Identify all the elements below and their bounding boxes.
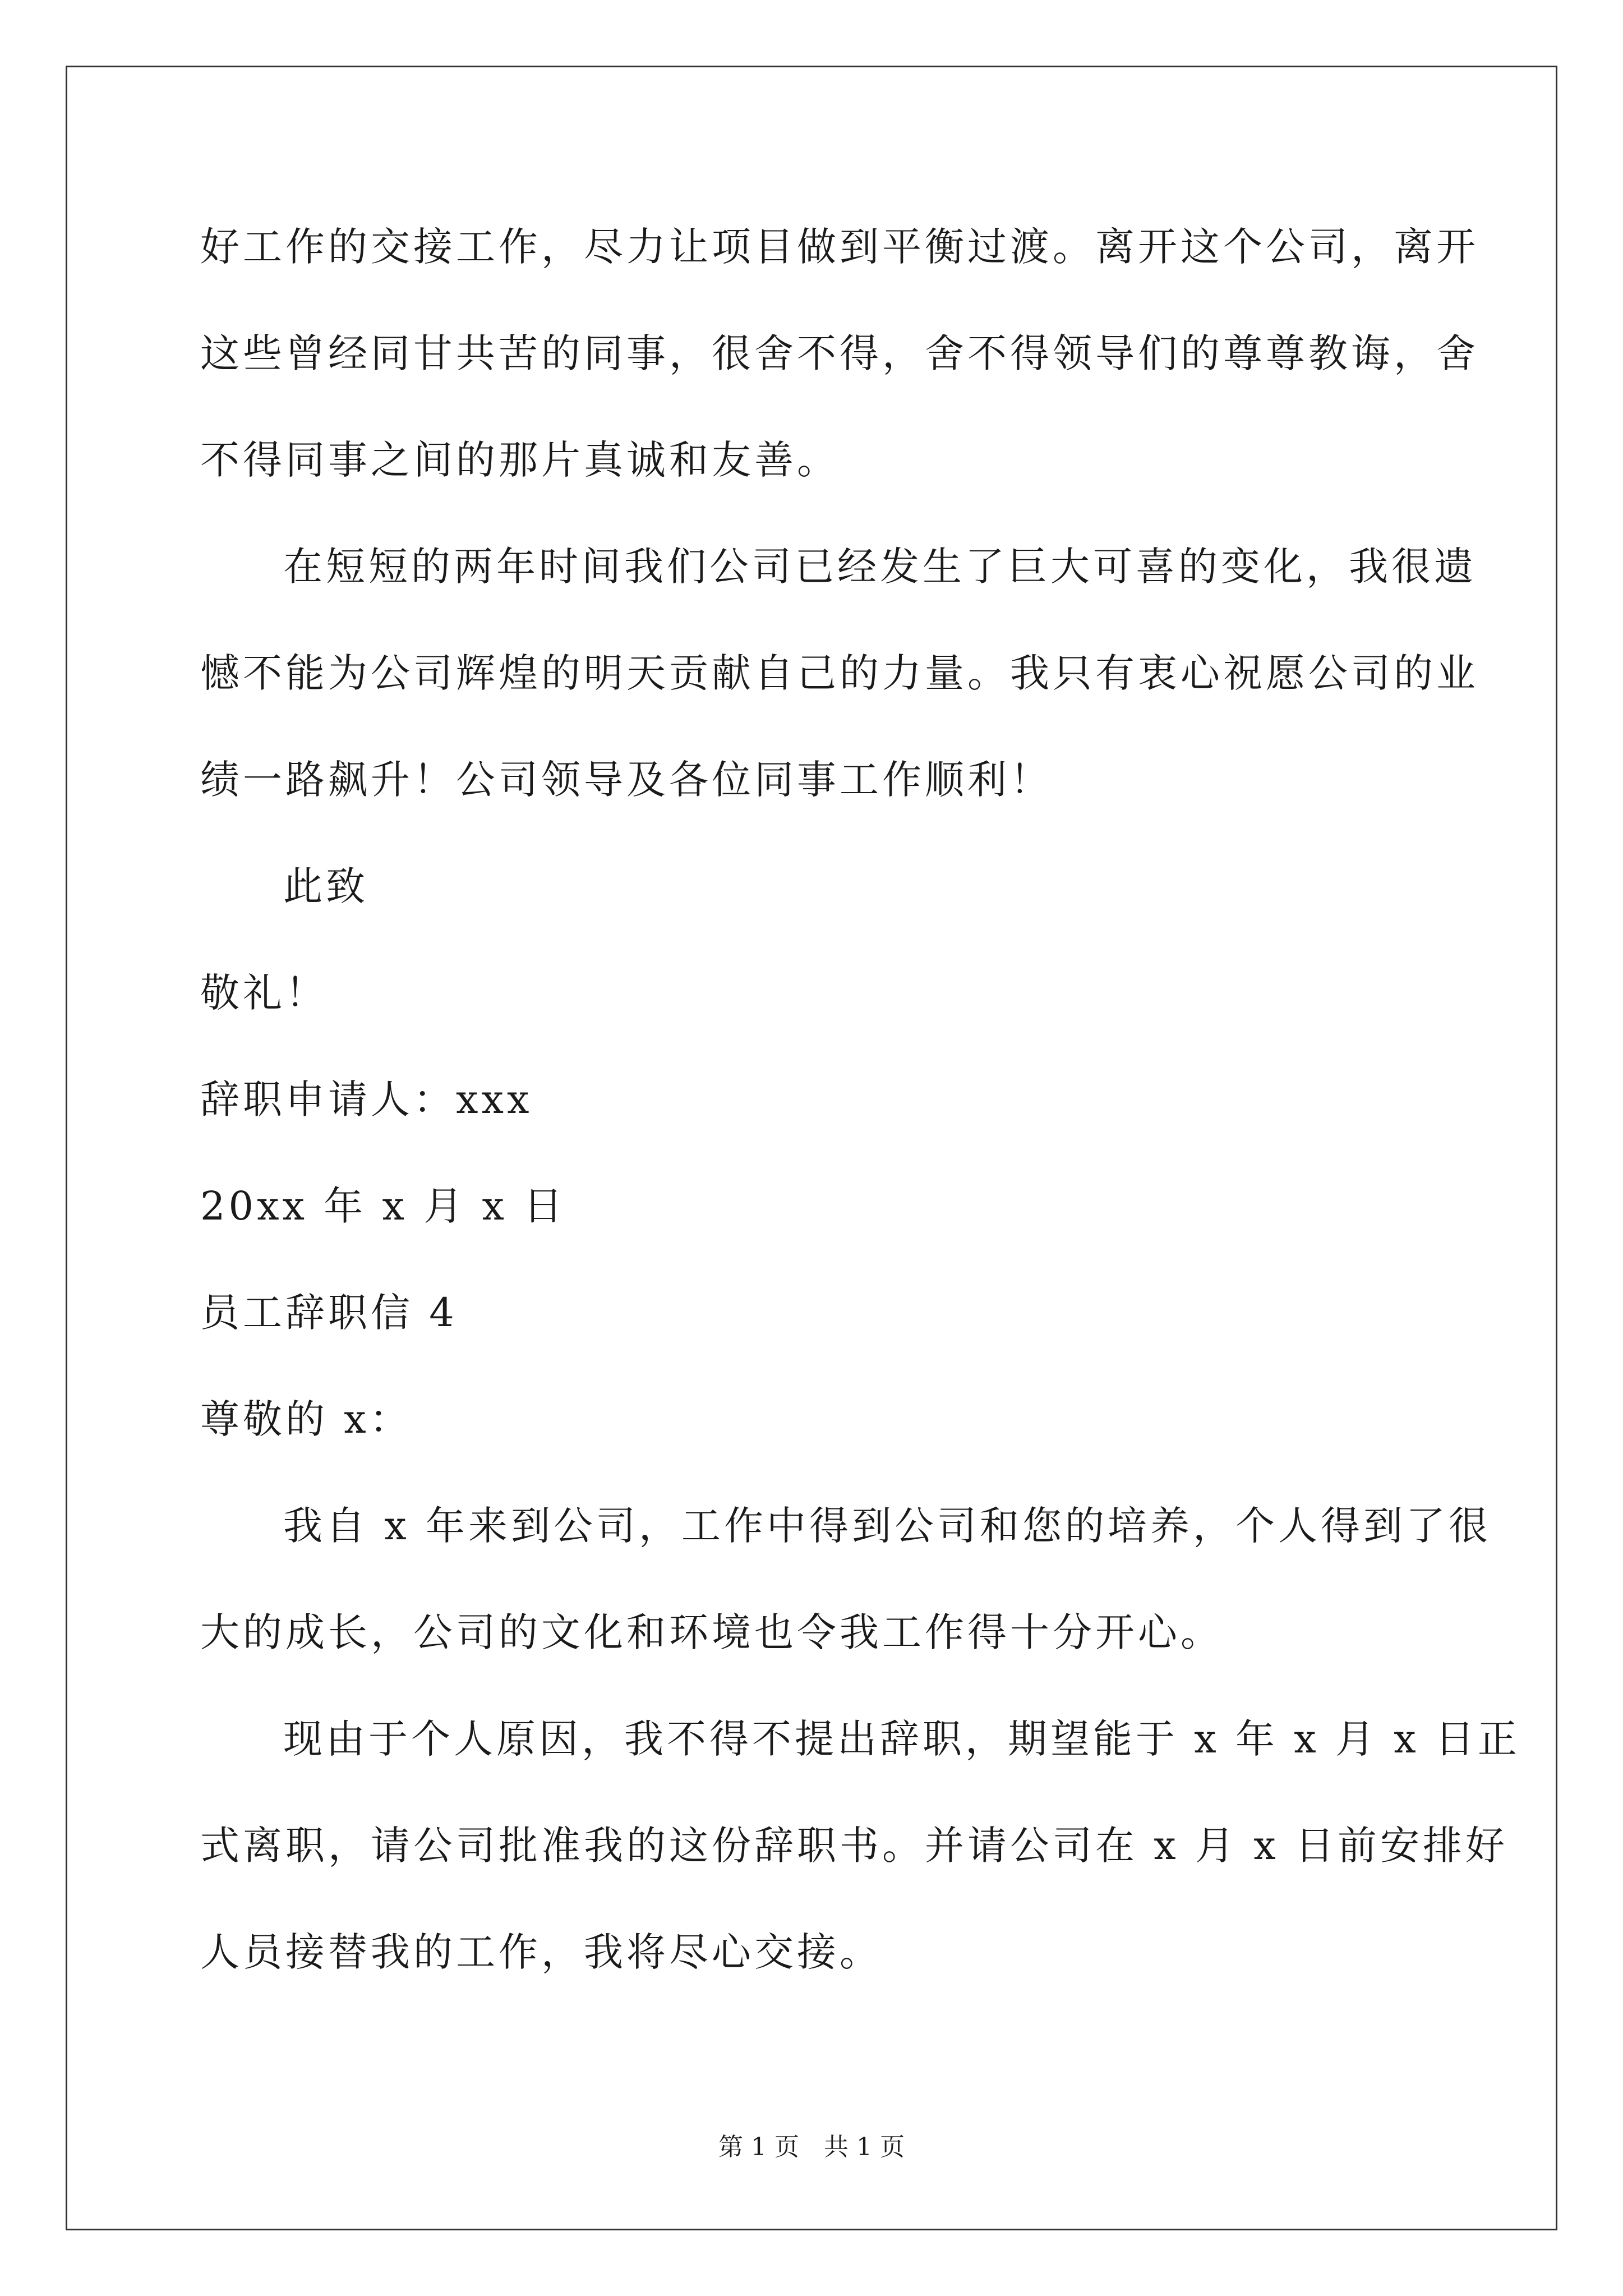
text-line: 现由于个人原因，我不得不提出辞职，期望能于 x 年 x 月 x 日正 bbox=[283, 1716, 1520, 1762]
text-line: 这些曾经同甘共苦的同事，很舍不得，舍不得领导们的尊尊教诲，舍 bbox=[200, 330, 1479, 376]
signature-applicant: 辞职申请人：xxx bbox=[200, 1076, 533, 1122]
document-body bbox=[200, 194, 1520, 2005]
text-line: 我自 x 年来到公司，工作中得到公司和您的培养，个人得到了很 bbox=[283, 1503, 1491, 1549]
text-line: 式离职，请公司批准我的这份辞职书。并请公司在 x 月 x 日前安排好 bbox=[200, 1823, 1508, 1869]
greeting: 尊敬的 x： bbox=[200, 1396, 412, 1442]
text-line: 好工作的交接工作，尽力让项目做到平衡过渡。离开这个公司，离开 bbox=[200, 224, 1479, 270]
text-line: 人员接替我的工作，我将尽心交接。 bbox=[200, 1929, 882, 1975]
text-line: 大的成长，公司的文化和环境也令我工作得十分开心。 bbox=[200, 1609, 1223, 1655]
closing-regards: 敬礼！ bbox=[200, 970, 328, 1016]
closing-salutation: 此致 bbox=[283, 863, 368, 909]
text-line: 不得同事之间的那片真诚和友善。 bbox=[200, 437, 840, 483]
section-title: 员工辞职信 4 bbox=[200, 1290, 458, 1336]
text-line: 憾不能为公司辉煌的明天贡献自己的力量。我只有衷心祝愿公司的业 bbox=[200, 650, 1479, 696]
page-number: 第 1 页 共 1 页 bbox=[718, 2133, 905, 2161]
text-line: 在短短的两年时间我们公司已经发生了巨大可喜的变化，我很遗 bbox=[283, 544, 1477, 590]
text-line: 绩一路飙升！公司领导及各位同事工作顺利！ bbox=[200, 757, 1053, 803]
signature-date: 20xx 年 x 月 x 日 bbox=[200, 1183, 566, 1229]
